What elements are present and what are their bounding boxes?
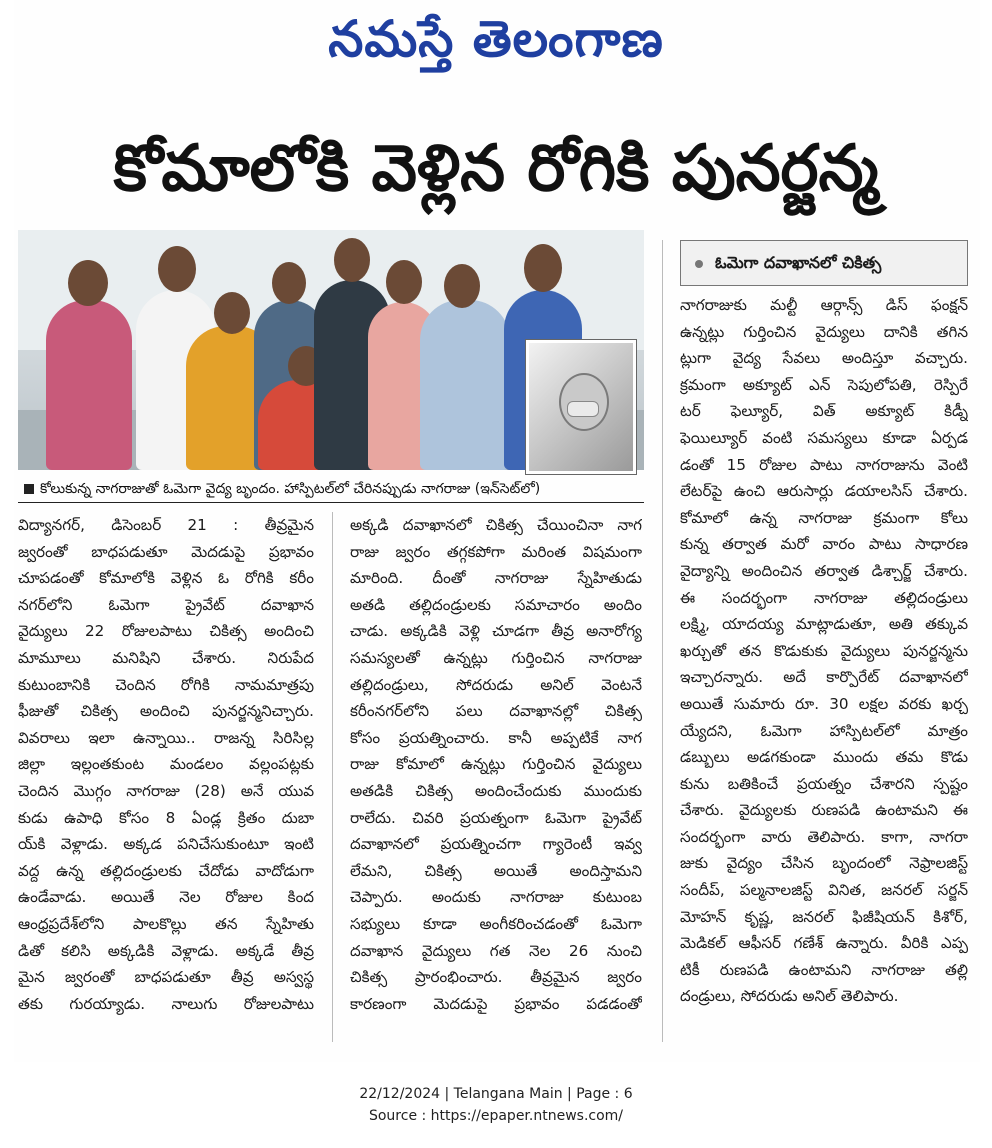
footer-date-line: 22/12/2024 | Telangana Main | Page : 6 xyxy=(359,1086,633,1102)
column-divider xyxy=(662,240,663,1042)
body-line: రాజు కోమాలో ఉన్నట్లు గుర్తించిన వైద్యులు xyxy=(350,755,642,774)
body-line: రాలేదు. చివరి ప్రయత్నంగా ఓమెగా ప్రైవేట్ xyxy=(350,808,642,827)
body-line: కోసం ప్రయత్నించారు. కానీ అప్పటికే నాగ xyxy=(350,728,642,747)
person-figure xyxy=(46,300,132,470)
body-line: డంతో 15 రోజుల పాటు నాగరాజును వెంటి xyxy=(680,455,968,474)
body-line: ఇచ్చారన్నారు. అదే కార్పొరేట్ దవాఖానలో xyxy=(680,668,968,687)
body-line: చికిత్స ప్రారంభించారు. తీవ్రమైన జ్వరం xyxy=(350,968,642,987)
body-line: మైన జ్వరంతో బాధపడుతూ తీవ్ర అస్వస్థ xyxy=(18,968,314,987)
person-head xyxy=(158,246,196,292)
article-headline: కోమాలోకి వెళ్లిన రోగికి పునర్జన్మ xyxy=(113,132,879,206)
body-line: జుకు వైద్యం చేసిన బృందంలో నెఫ్రాలజిస్ట్ xyxy=(680,854,968,873)
body-line: వద్ద ఉన్న తల్లిదండ్రులకు చేదోడు వాదోడుగా xyxy=(18,861,314,880)
body-line: మోహన్ కృష్ణ, జనరల్ ఫిజీషియన్ కిశోర్, xyxy=(680,907,968,926)
body-line: చాడు. అక్కడికి వెళ్లి చూడగా తీవ్ర అనారోగ్య xyxy=(350,622,642,641)
body-line: ఖర్చుతో తన కొడుకుకు వైద్యులు పునర్జన్మను xyxy=(680,641,968,660)
body-line: రాజు జ్వరం తగ్గకపోగా మరింత విషమంగా xyxy=(350,542,642,561)
body-line: ఉన్నట్లు గుర్తించిన వైద్యులు దానికి తగిన xyxy=(680,322,968,341)
person-head xyxy=(272,262,306,304)
body-line: కోమాలో ఉన్న నాగరాజు క్రమంగా కోలు xyxy=(680,508,968,527)
body-line: అతడి తల్లిదండ్రులకు సమాచారం అందిం xyxy=(350,595,642,614)
body-line: తకు గురయ్యాడు. నాలుగు రోజులపాటు xyxy=(18,994,314,1013)
subheading-text: ఓమెగా దవాఖానలో చికిత్స xyxy=(715,253,882,272)
body-line: డితో కలిసి అక్కడికి వెళ్లాడు. అక్కడే తీవ్ర xyxy=(18,941,314,960)
body-line: టర్ ఫెల్యూర్, విత్ అక్యూట్ కిడ్నీ xyxy=(680,402,968,421)
body-line: య్యేదని, ఓమెగా హాస్పిటల్‌లో మాత్రం xyxy=(680,721,968,740)
body-line: ట్లుగా వైద్య సేవలు అందిస్తూ వచ్చారు. xyxy=(680,349,968,368)
body-line: సభ్యులు కూడా అంగీకరించడంతో ఓమెగా xyxy=(350,914,642,933)
body-line: అక్కడి దవాఖానలో చికిత్స చేయించినా నాగ xyxy=(350,516,642,534)
body-line: చెందిన మొగ్గం నాగరాజు (28) అనే యువ xyxy=(18,781,314,800)
body-line: జిల్లా ఇల్లంతకుంట మండలం వల్లంపట్లకు xyxy=(18,755,314,774)
oxygen-mask xyxy=(567,401,599,417)
body-line: ఆంధ్రప్రదేశ్‌లోని పాలకొల్లు తన స్నేహితు xyxy=(18,914,314,933)
body-line: య్‌కి వెళ్లాడు. అక్కడ పనిచేసుకుంటూ ఇంటి xyxy=(18,835,314,854)
person-head xyxy=(214,292,250,334)
body-line: నాగరాజుకు మల్టీ ఆర్గాన్స్ డిస్ ఫంక్షన్ xyxy=(680,296,968,314)
body-line: టికీ రుణపడి ఉంటామని నాగరాజు తల్లి xyxy=(680,960,968,979)
body-line: మామూలు మనిషిని చేశారు. నిరుపేద xyxy=(18,648,314,667)
body-line: ఉండేవాడు. అయితే నెల రోజుల కింద xyxy=(18,888,314,907)
person-head xyxy=(524,244,562,292)
person-head xyxy=(68,260,108,306)
photo-caption xyxy=(18,476,644,503)
body-line: వివరాలు ఇలా ఉన్నాయి.. రాజన్న సిరిసిల్ల xyxy=(18,728,314,747)
body-line: లేటర్‌పై ఉంచి ఆరుసార్లు డయాలసిస్ చేశారు. xyxy=(680,482,968,501)
person-head xyxy=(444,264,480,308)
body-line: తల్లిదండ్రులు, సోదరుడు అనిల్ వెంటనే xyxy=(350,675,642,694)
photo-caption-text: కోలుకున్న నాగరాజుతో ఓమెగా వైద్య బృందం. హాస్పిటల్‌లో చేరినప్పుడు నాగరాజు (ఇన్‌సెట్‌లో) xyxy=(40,481,541,497)
body-line: ఫెయిల్యూర్ వంటి సమస్యలు కూడా ఏర్పడ xyxy=(680,428,968,447)
body-line: కుటుంబానికి చెందిన రోగికి నామమాత్రపు xyxy=(18,675,314,694)
body-line: చెప్పారు. అందుకు నాగరాజు కుటుంబ xyxy=(350,888,642,907)
article-column-3 xyxy=(680,292,968,1010)
body-line: మెడికల్ ఆఫీసర్ గణేశ్ ఉన్నారు. వీరికి ఎప్ప xyxy=(680,934,968,953)
bullet-dot-icon xyxy=(695,260,703,268)
column-divider xyxy=(332,512,333,1042)
body-line: కున్న తర్వాత మరో వారం పాటు సాధారణ xyxy=(680,535,968,554)
body-line: లక్ష్మి, యాదయ్య మాట్లాడుతూ, అతి తక్కువ xyxy=(680,615,968,634)
body-line: లేమని, చికిత్స అయితే అందిస్తామని xyxy=(350,861,642,880)
body-line: దండ్రులు, సోదరుడు అనిల్ తెలిపారు. xyxy=(680,987,899,1006)
body-line: చేశారు. వైద్యులకు రుణపడి ఉంటామని ఈ xyxy=(680,801,968,820)
body-line: జ్వరంతో బాధపడుతూ మెదడుపై ప్రభావం xyxy=(18,542,314,561)
person-head xyxy=(334,238,370,282)
inset-photo xyxy=(526,340,636,474)
footer-source-line: Source : https://epaper.ntnews.com/ xyxy=(368,1108,624,1124)
body-line: అతడికి చికిత్స అందించేందుకు ముందుకు xyxy=(350,781,642,800)
body-line: సందీప్, పల్మనాలజిస్ట్ వినిత, జనరల్ సర్జన్ xyxy=(680,881,968,900)
body-line: సమస్యలతో ఉన్నట్లు గుర్తించిన నాగరాజు xyxy=(350,648,642,667)
body-line: చూపడంతో కోమాలోకి వెళ్లిన ఓ రోగికి కరీం xyxy=(18,569,314,588)
body-line: కారణంగా మెదడుపై ప్రభావం పడడంతో xyxy=(350,994,642,1013)
body-line: వైద్యాన్ని అందించిన తర్వాత డిశ్చార్జ్ చేశారు. xyxy=(680,561,968,580)
body-line: విద్యానగర్, డిసెంబర్ 21 : తీవ్రమైన xyxy=(18,516,314,534)
body-line: కుడు ఉపాధి కోసం 8 ఏండ్ల క్రితం దుబా xyxy=(18,808,314,827)
body-line: డబ్బులు అడగకుండా ముందు తమ కొడు xyxy=(680,748,968,767)
body-line: నగర్‌లోని ఓమెగా ప్రైవేట్ దవాఖాన xyxy=(18,595,314,614)
body-line: కరీంనగర్‌లోని పలు దవాఖానల్లో చికిత్స xyxy=(350,702,642,721)
body-line: సందర్భంగా వారు తెలిపారు. కాగా, నాగరా xyxy=(680,827,968,846)
person-head xyxy=(386,260,422,304)
body-line: దవాఖాన వైద్యులు గత నెల 26 నుంచి xyxy=(350,941,642,960)
body-line: దవాఖానలో ప్రయత్నించగా గ్యారెంటీ ఇవ్వ xyxy=(350,835,642,854)
article-column-2 xyxy=(350,512,642,1017)
body-line: క్రమంగా అక్యూట్ ఎన్ సెపులోపతి, రెస్పిరే xyxy=(680,375,968,394)
body-line: కును బతికించే ప్రయత్నం చేశారని స్పష్టం xyxy=(680,774,968,793)
body-line: వైద్యులు 22 రోజులపాటు చికిత్స అందించి xyxy=(18,622,314,641)
body-line: ఈ సందర్భంగా నాగరాజు తల్లిదండ్రులు xyxy=(680,588,968,607)
caption-bullet-icon xyxy=(24,484,34,494)
person-figure xyxy=(420,300,510,470)
body-line: ఫీజుతో చికిత్స అందించి పునర్జన్మనిచ్చారు. xyxy=(18,702,314,721)
body-line: అయితే సుమారు రూ. 30 లక్షల వరకు ఖర్చ xyxy=(680,694,968,713)
body-line: మారింది. దీంతో నాగరాజు స్నేహితుడు xyxy=(350,569,642,588)
article-column-1 xyxy=(18,512,314,1017)
newspaper-masthead: నమస్తే తెలంగాణ xyxy=(328,10,664,68)
article-subheading xyxy=(680,240,968,286)
